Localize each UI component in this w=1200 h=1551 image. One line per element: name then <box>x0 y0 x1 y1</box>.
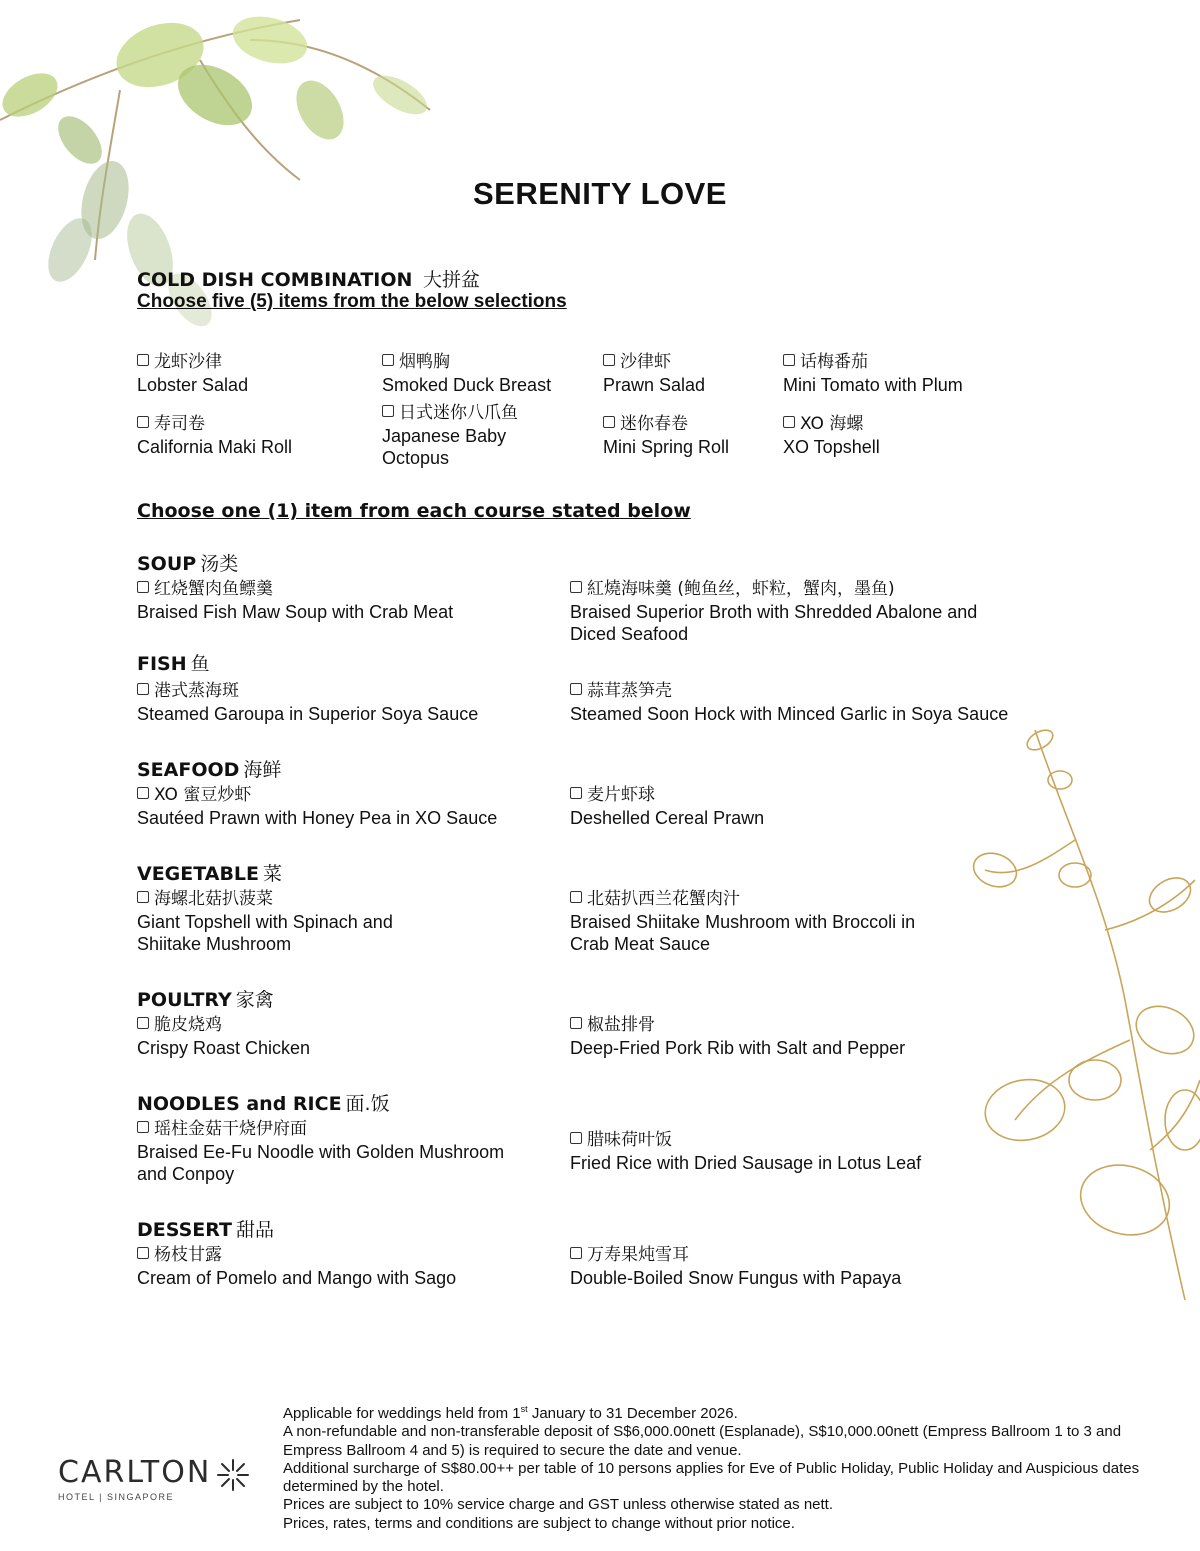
checkbox-icon[interactable] <box>382 405 394 417</box>
cold-dish-heading-en: COLD DISH COMBINATION <box>137 269 413 291</box>
checkbox-icon[interactable] <box>570 1132 582 1144</box>
course-heading-vegetable: VEGETABLE 菜 <box>137 863 283 885</box>
checkbox-icon[interactable] <box>137 354 149 366</box>
cold-item[interactable]: 迷你春卷 Mini Spring Roll <box>603 414 730 457</box>
cold-item[interactable]: 烟鸭胸 Smoked Duck Breast <box>382 352 552 395</box>
course-heading-seafood: SEAFOOD 海鲜 <box>137 759 282 781</box>
course-option[interactable]: 瑶柱金菇干烧伊府面 Braised Ee-Fu Noodle with Golden Mushroom and Conpoy <box>137 1119 505 1184</box>
course-option[interactable]: XO 蜜豆炒虾 Sautéed Prawn with Honey Pea in XO Sauce <box>137 785 498 828</box>
course-option[interactable]: 紅燒海味羹 (鲍鱼丝，虾粒，蟹肉，墨鱼) Braised Superior Broth with Shredded Abalone and Diced Seafood <box>570 579 978 644</box>
checkbox-icon[interactable] <box>783 354 795 366</box>
checkbox-icon[interactable] <box>137 581 149 593</box>
carlton-logo <box>58 1455 211 1502</box>
checkbox-icon[interactable] <box>570 683 582 695</box>
course-option[interactable]: 腊味荷叶饭 Fried Rice with Dried Sausage in Lotus Leaf <box>570 1130 922 1173</box>
course-option[interactable]: 海螺北菇扒菠菜 Giant Topshell with Spinach and Shiitake Mushroom <box>137 889 393 954</box>
course-option[interactable]: 万寿果炖雪耳 Double-Boiled Snow Fungus with Papaya <box>570 1245 902 1288</box>
cold-item[interactable]: 沙律虾 Prawn Salad <box>603 352 706 395</box>
course-option[interactable]: 脆皮烧鸡 Crispy Roast Chicken <box>137 1015 311 1058</box>
cold-dish-instruction: Choose five (5) items from the below selections <box>137 291 567 312</box>
terms-line: Applicable for weddings held from 1st January to 31 December 2026. <box>283 1404 738 1422</box>
checkbox-icon[interactable] <box>570 581 582 593</box>
checkbox-icon[interactable] <box>783 416 795 428</box>
checkbox-icon[interactable] <box>137 1247 149 1259</box>
checkbox-icon[interactable] <box>137 683 149 695</box>
terms-line: Additional surcharge of S$80.00++ per table of 10 persons applies for Eve of Public Holiday, Public Holiday and Auspicious dates determined by the hotel. <box>283 1459 1140 1496</box>
logo-subtitle: HOTEL | SINGAPORE <box>58 1492 175 1502</box>
terms-line: Prices, rates, terms and conditions are subject to change without prior notice. <box>283 1514 795 1532</box>
checkbox-icon[interactable] <box>603 416 615 428</box>
course-instruction: Choose one (1) item from each course stated below <box>137 500 691 522</box>
terms-and-conditions <box>283 1400 1153 1533</box>
starburst-icon <box>216 1458 250 1492</box>
cold-dish-heading <box>137 265 480 292</box>
course-option[interactable]: 麦片虾球 Deshelled Cereal Prawn <box>570 785 765 828</box>
cold-dish-heading-zh: 大拼盆 <box>423 269 481 291</box>
checkbox-icon[interactable] <box>570 891 582 903</box>
checkbox-icon[interactable] <box>570 787 582 799</box>
cold-item[interactable]: 日式迷你八爪鱼 Japanese Baby Octopus <box>382 403 518 468</box>
checkbox-icon[interactable] <box>570 1017 582 1029</box>
cold-item[interactable]: 龙虾沙律 Lobster Salad <box>137 352 249 395</box>
course-option[interactable]: 椒盐排骨 Deep-Fried Pork Rib with Salt and Pepper <box>570 1015 906 1058</box>
checkbox-icon[interactable] <box>382 354 394 366</box>
course-heading-poultry: POULTRY 家禽 <box>137 989 274 1011</box>
checkbox-icon[interactable] <box>137 416 149 428</box>
menu-title: SERENITY LOVE <box>473 176 727 211</box>
terms-line: Prices are subject to 10% service charge and GST unless otherwise stated as nett. <box>283 1496 834 1514</box>
checkbox-icon[interactable] <box>137 1121 149 1133</box>
course-heading-noodles-rice: NOODLES and RICE 面.饭 <box>137 1093 390 1115</box>
course-heading-fish: FISH 鱼 <box>137 653 210 675</box>
course-option[interactable]: 蒜茸蒸笋壳 Steamed Soon Hock with Minced Garlic in Soya Sauce <box>570 681 1009 724</box>
course-option[interactable]: 杨枝甘露 Cream of Pomelo and Mango with Sago <box>137 1245 457 1288</box>
course-option[interactable]: 红烧蟹肉鱼鳔羹 Braised Fish Maw Soup with Crab Meat <box>137 579 454 622</box>
course-heading-soup: SOUP 汤类 <box>137 553 239 575</box>
cold-item[interactable]: 话梅番茄 Mini Tomato with Plum <box>783 352 963 395</box>
logo-wordmark: CARLTON <box>58 1455 212 1490</box>
checkbox-icon[interactable] <box>570 1247 582 1259</box>
checkbox-icon[interactable] <box>137 891 149 903</box>
checkbox-icon[interactable] <box>137 787 149 799</box>
cold-item[interactable]: XO 海螺 XO Topshell <box>783 414 880 457</box>
terms-line: A non-refundable and non-transferable deposit of S$6,000.00nett (Esplanade), S$10,000.00nett (Empress Ballroom 1 to 3 and Empress Ballroom 4 and 5) is required to secure the date and venue. <box>283 1423 1122 1459</box>
course-heading-dessert: DESSERT 甜品 <box>137 1219 274 1241</box>
cold-item[interactable]: 寿司卷 California Maki Roll <box>137 414 293 457</box>
checkbox-icon[interactable] <box>603 354 615 366</box>
course-option[interactable]: 港式蒸海斑 Steamed Garoupa in Superior Soya Sauce <box>137 681 479 724</box>
checkbox-icon[interactable] <box>137 1017 149 1029</box>
course-option[interactable]: 北菇扒西兰花蟹肉汁 Braised Shiitake Mushroom with Broccoli in Crab Meat Sauce <box>570 889 916 954</box>
